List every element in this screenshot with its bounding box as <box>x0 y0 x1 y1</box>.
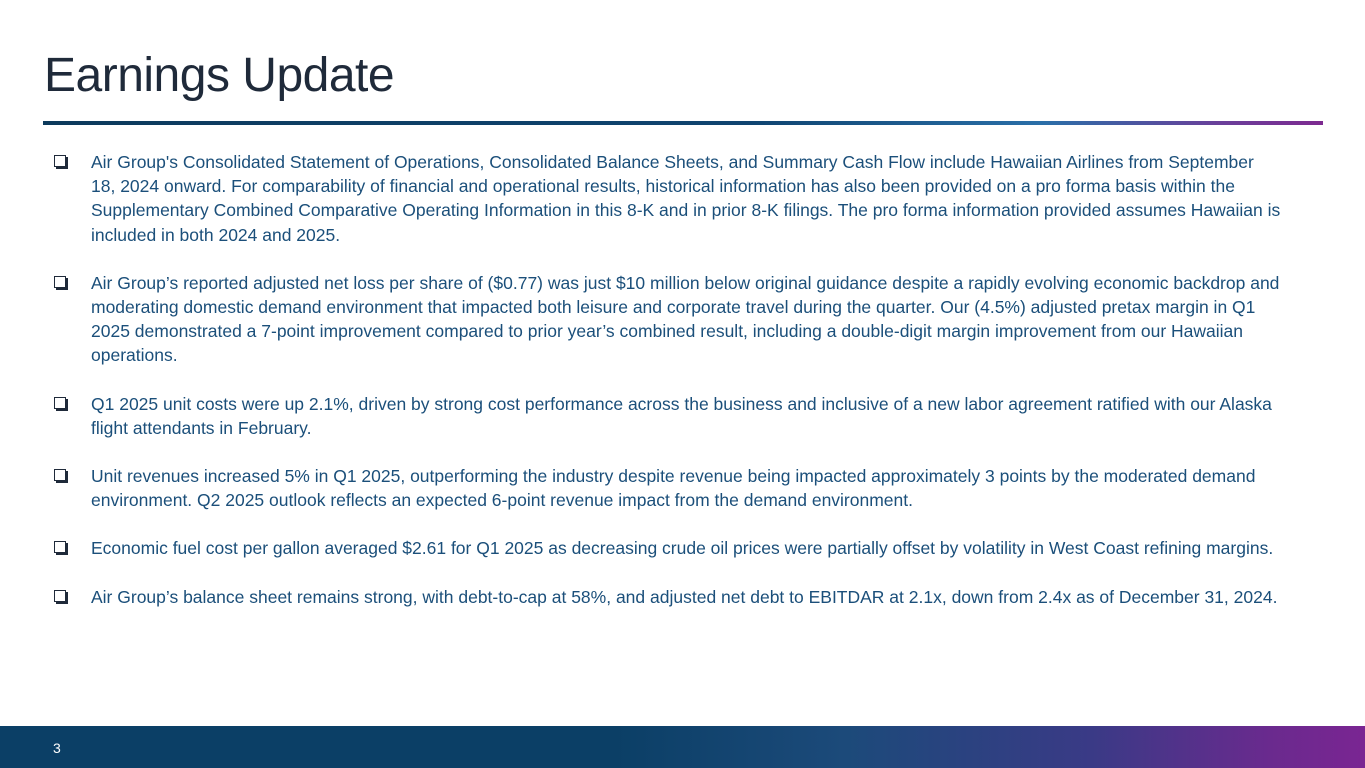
bullet-text: Air Group's Consolidated Statement of Operations, Consolidated Balance Sheets, and Summary Cash Flow include Hawaiian Airlines from September 18, 2024 onward. For comparability of financial and operational results, historical information has also been provided on a pro forma basis within the Supplementary Combined Comparative Operating Information in this 8-K and in prior 8-K filings. The pro forma information provided assumes Hawaiian is included in both 2024 and 2025. <box>91 152 1281 245</box>
bullet-text: Air Group’s balance sheet remains strong, with debt-to-cap at 58%, and adjusted net debt to EBITDAR at 2.1x, down from 2.4x as of December 31, 2024. <box>91 586 1278 607</box>
checkbox-icon <box>54 590 66 602</box>
bullet-item <box>52 536 1282 560</box>
footer-bar <box>0 726 1365 768</box>
bullet-text: Unit revenues increased 5% in Q1 2025, outperforming the industry despite revenue being impacted approximately 3 points by the moderated demand environment. Q2 2025 outlook reflects an expected 6-point revenue impact from the demand environment. <box>91 466 1256 511</box>
checkbox-icon <box>54 541 66 553</box>
checkbox-icon <box>54 276 66 288</box>
checkbox-icon <box>54 397 66 409</box>
title-divider <box>43 121 1323 125</box>
bullet-text: Air Group’s reported adjusted net loss per share of ($0.77) was just $10 million below original guidance despite a rapidly evolving economic backdrop and moderating domestic demand environment that impacted both leisure and corporate travel during the quarter. Our (4.5%) adjusted pretax margin in Q1 2025 demonstrated a 7-point improvement compared to prior year’s combined result, including a double-digit margin improvement from our Hawaiian operations. <box>91 272 1280 366</box>
bullet-text: Economic fuel cost per gallon averaged $2.61 for Q1 2025 as decreasing crude oil prices were partially offset by volatility in West Coast refining margins. <box>91 538 1274 559</box>
checkbox-icon <box>54 469 66 481</box>
bullet-item <box>52 271 1282 368</box>
bullet-text: Q1 2025 unit costs were up 2.1%, driven by strong cost performance across the business and inclusive of a new labor agreement ratified with our Alaska flight attendants in February. <box>91 393 1272 438</box>
bullet-list <box>52 150 1282 633</box>
checkbox-icon <box>54 155 66 167</box>
bullet-item <box>52 464 1282 512</box>
page-number: 3 <box>53 740 61 756</box>
slide-title: Earnings Update <box>44 49 395 102</box>
bullet-item <box>52 585 1282 609</box>
bullet-item <box>52 150 1282 247</box>
bullet-item <box>52 392 1282 440</box>
